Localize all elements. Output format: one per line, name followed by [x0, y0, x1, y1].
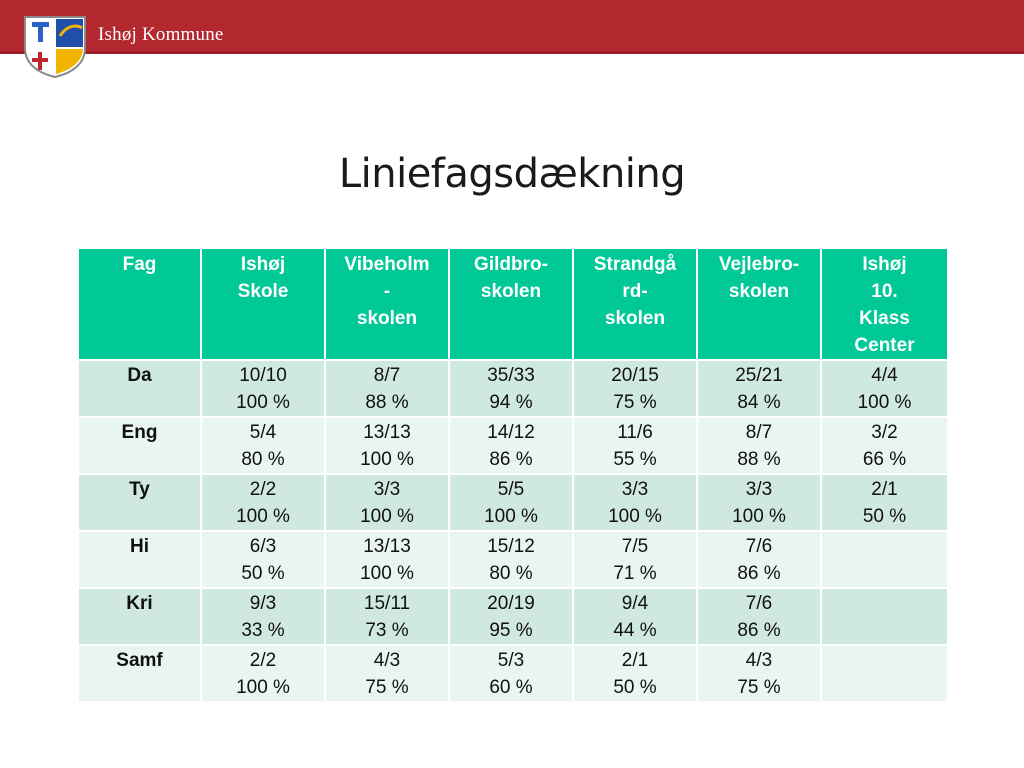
- cell-line: 11/6: [617, 422, 653, 443]
- column-header: [325, 248, 449, 360]
- cell-line: 84 %: [737, 392, 781, 413]
- cell-line: 100 %: [360, 506, 414, 527]
- cell-line: 66 %: [862, 449, 907, 470]
- table-row: [78, 474, 948, 531]
- cell-line: 95 %: [489, 620, 533, 641]
- brand-name: Ishøj Kommune: [98, 24, 224, 45]
- cell-line: 100 %: [360, 563, 414, 584]
- column-header: [201, 248, 325, 360]
- cell-line: 14/12: [487, 422, 535, 443]
- table-row: [78, 417, 948, 474]
- table-row: [78, 360, 948, 417]
- table-cell: [697, 645, 821, 702]
- cell-line: 50 %: [241, 563, 285, 584]
- table-cell: [325, 474, 449, 531]
- cell-line: 4/3: [373, 650, 401, 671]
- cell-line: 35/33: [487, 365, 535, 386]
- cell-line: 80 %: [489, 563, 533, 584]
- table-cell: [573, 645, 697, 702]
- table-cell: [201, 645, 325, 702]
- cell-line: 4/3: [745, 650, 773, 671]
- cell-line: 60 %: [489, 677, 533, 698]
- cell-line: [824, 590, 945, 617]
- cell-line: 6/3: [249, 536, 277, 557]
- header-line: 10.: [871, 281, 898, 302]
- table-cell: [821, 417, 948, 474]
- header-line: Fag: [122, 254, 157, 275]
- table-cell: [449, 531, 573, 588]
- cell-line: 86 %: [737, 620, 781, 641]
- subject-cell: Hi: [78, 531, 201, 588]
- cell-line: 7/6: [745, 536, 773, 557]
- header-line: Skole: [237, 281, 289, 302]
- column-header: [697, 248, 821, 360]
- header-line: Vejlebro-: [718, 254, 800, 275]
- table-cell: [325, 531, 449, 588]
- cell-line: 4/4: [871, 365, 898, 386]
- table-cell: [697, 474, 821, 531]
- cell-line: 86 %: [737, 563, 781, 584]
- cell-line: 3/3: [745, 479, 773, 500]
- cell-line: 100 %: [484, 506, 538, 527]
- subject-cell: Da: [78, 360, 201, 417]
- header-line: rd-: [622, 281, 648, 302]
- cell-line: 100 %: [732, 506, 786, 527]
- table-cell: [201, 474, 325, 531]
- cell-line: 2/2: [249, 650, 277, 671]
- cell-line: 100 %: [360, 449, 414, 470]
- cell-line: 25/21: [735, 365, 783, 386]
- cell-line: 5/3: [497, 650, 525, 671]
- cell-line: 55 %: [613, 449, 657, 470]
- subject-cell: Eng: [78, 417, 201, 474]
- cell-line: 50 %: [613, 677, 657, 698]
- subject-cell: Samf: [78, 645, 201, 702]
- table-cell: [573, 588, 697, 645]
- header-line: skolen: [356, 308, 418, 329]
- table-cell: [821, 474, 948, 531]
- table-cell: [325, 417, 449, 474]
- table-cell: [201, 417, 325, 474]
- table-row: [78, 588, 948, 645]
- table-cell: [449, 417, 573, 474]
- table-cell: [449, 588, 573, 645]
- coverage-table: [77, 247, 949, 703]
- header-row: [78, 248, 948, 360]
- cell-line: 8/7: [373, 365, 401, 386]
- header-line: Klass: [859, 308, 910, 329]
- cell-line: 100 %: [857, 392, 912, 413]
- cell-line: [824, 674, 945, 701]
- cell-line: 3/3: [621, 479, 649, 500]
- cell-line: 5/4: [249, 422, 277, 443]
- cell-line: [824, 533, 945, 560]
- table-cell: [201, 588, 325, 645]
- cell-line: 2/1: [871, 479, 898, 500]
- cell-line: 80 %: [241, 449, 285, 470]
- cell-line: 100 %: [608, 506, 662, 527]
- header-line: skolen: [728, 281, 790, 302]
- table-cell: [449, 645, 573, 702]
- header-line: Gildbro-: [474, 254, 548, 275]
- cell-line: 50 %: [862, 506, 907, 527]
- table-cell: [325, 360, 449, 417]
- table-cell: [697, 531, 821, 588]
- cell-line: 100 %: [236, 392, 290, 413]
- header-line: Center: [854, 335, 915, 356]
- cell-line: [824, 617, 945, 644]
- table-cell: [573, 474, 697, 531]
- cell-line: 15/12: [487, 536, 535, 557]
- table-cell: [201, 531, 325, 588]
- table-row: [78, 531, 948, 588]
- cell-line: 10/10: [239, 365, 287, 386]
- table-row: [78, 645, 948, 702]
- cell-line: 75 %: [737, 677, 781, 698]
- cell-line: 100 %: [236, 506, 290, 527]
- cell-line: [824, 647, 945, 674]
- cell-line: 71 %: [613, 563, 657, 584]
- table-cell: [821, 645, 948, 702]
- table-cell: [325, 588, 449, 645]
- table-cell: [821, 588, 948, 645]
- coat-of-arms-icon: [22, 14, 88, 78]
- cell-line: 9/4: [621, 593, 649, 614]
- cell-line: 2/2: [249, 479, 277, 500]
- table-cell: [821, 360, 948, 417]
- cell-line: 75 %: [613, 392, 657, 413]
- cell-line: 2/1: [621, 650, 649, 671]
- header-line: skolen: [604, 308, 666, 329]
- cell-line: 73 %: [365, 620, 409, 641]
- header-line: -: [383, 281, 391, 302]
- subject-cell: Kri: [78, 588, 201, 645]
- cell-line: 44 %: [613, 620, 657, 641]
- header-line: skolen: [480, 281, 542, 302]
- table-cell: [449, 474, 573, 531]
- cell-line: 88 %: [737, 449, 781, 470]
- cell-line: 94 %: [489, 392, 533, 413]
- cell-line: 13/13: [363, 536, 411, 557]
- cell-line: 75 %: [365, 677, 409, 698]
- table-cell: [449, 360, 573, 417]
- page-title: Liniefagsdækning: [338, 150, 686, 197]
- cell-line: 88 %: [365, 392, 409, 413]
- cell-line: 20/19: [487, 593, 535, 614]
- header-rule: [0, 51, 1024, 54]
- cell-line: 5/5: [497, 479, 525, 500]
- cell-line: 33 %: [241, 620, 285, 641]
- table-cell: [573, 531, 697, 588]
- cell-line: 8/7: [745, 422, 773, 443]
- column-header: [449, 248, 573, 360]
- table-cell: [697, 417, 821, 474]
- cell-line: 20/15: [611, 365, 659, 386]
- header-line: Vibeholm: [344, 254, 430, 275]
- header-line: Strandgå: [593, 254, 677, 275]
- table-cell: [573, 417, 697, 474]
- cell-line: 86 %: [489, 449, 533, 470]
- cell-line: 15/11: [363, 593, 411, 614]
- table-cell: [201, 360, 325, 417]
- table-cell: [325, 645, 449, 702]
- cell-line: 9/3: [249, 593, 277, 614]
- column-header: [78, 248, 201, 360]
- table-cell: [697, 360, 821, 417]
- cell-line: 3/3: [373, 479, 401, 500]
- cell-line: 13/13: [363, 422, 411, 443]
- cell-line: [824, 560, 945, 587]
- cell-line: 3/2: [871, 422, 898, 443]
- header-line: Ishøj: [240, 254, 286, 275]
- cell-line: 7/6: [745, 593, 773, 614]
- cell-line: 7/5: [621, 536, 649, 557]
- table-cell: [821, 531, 948, 588]
- subject-cell: Ty: [78, 474, 201, 531]
- column-header: [821, 248, 948, 360]
- header-line: Ishøj: [862, 254, 907, 275]
- table-cell: [697, 588, 821, 645]
- table-cell: [573, 360, 697, 417]
- column-header: [573, 248, 697, 360]
- cell-line: 100 %: [236, 677, 290, 698]
